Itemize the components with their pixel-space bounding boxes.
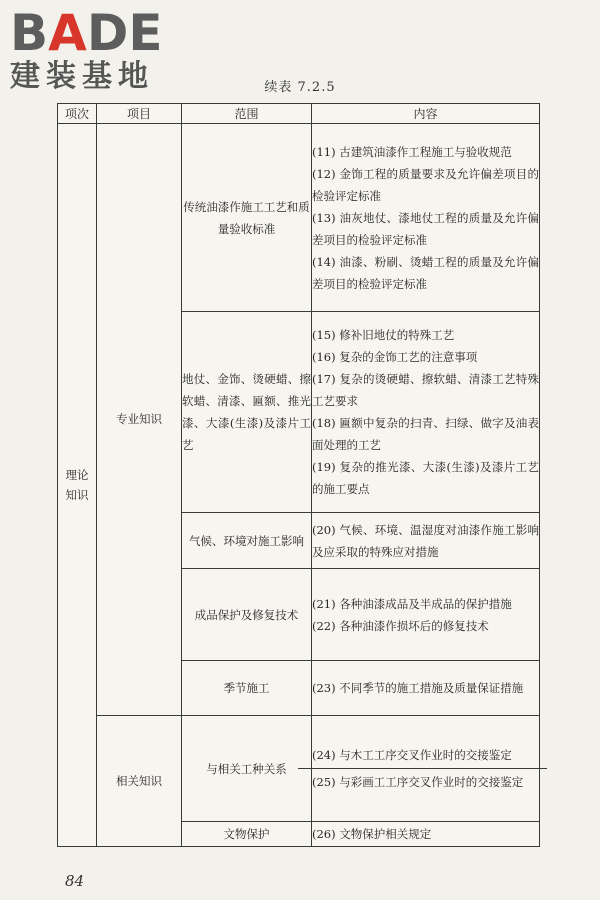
content-item: (25) 与彩画工工序交叉作业时的交接鉴定 <box>298 768 547 793</box>
content-cell <box>312 312 540 513</box>
knowledge-table <box>57 103 540 847</box>
scope-cell <box>182 569 312 661</box>
content-item: (18) 匾额中复杂的扫青、扫绿、做字及油表面处理的工艺 <box>312 416 539 452</box>
scope-text: 文物保护 <box>223 827 270 841</box>
content-item: (26) 文物保护相关规定 <box>312 827 432 841</box>
scope-cell <box>182 124 312 312</box>
scope-text: 传统油漆作施工工艺和质量验收标准 <box>183 199 310 236</box>
content-item: (20) 气候、环境、温湿度对油漆作施工影响及应采取的特殊应对措施 <box>312 522 539 559</box>
content-cell <box>312 661 540 716</box>
page-number: 84 <box>65 872 85 890</box>
scope-cell <box>182 716 312 822</box>
logo-subtitle: 建装基地 <box>10 59 154 94</box>
scope-cell <box>182 312 312 513</box>
content-item: (12) 金饰工程的质量要求及允许偏差项目的检验评定标准 <box>312 166 539 203</box>
group-label: 相关知识 <box>116 773 162 788</box>
scope-cell <box>182 661 312 716</box>
logo-wordmark: BADE <box>10 4 163 62</box>
scope-cell <box>182 822 312 847</box>
table-caption: 续表 7.2.5 <box>264 80 336 95</box>
content-cell <box>312 716 540 822</box>
category-cell <box>58 124 97 847</box>
header-scope: 范围 <box>182 104 312 124</box>
table-row <box>58 124 540 312</box>
header-content: 内容 <box>312 104 540 124</box>
content-item: (14) 油漆、粉刷、烫蜡工程的质量及允许偏差项目的检验评定标准 <box>312 254 539 291</box>
content-cell <box>312 569 540 661</box>
content-cell <box>312 513 540 569</box>
content-item: (24) 与木工工序交叉作业时的交接鉴定 <box>312 748 512 762</box>
scope-text: 气候、环境对施工影响 <box>189 533 304 548</box>
content-item: (21) 各种油漆成品及半成品的保护措施 <box>312 596 512 611</box>
content-cell <box>312 822 540 847</box>
content-item: (22) 各种油漆作损坏后的修复技术 <box>312 618 489 633</box>
scope-text: 地仗、金饰、烫硬蜡、擦软蜡、清漆、匾额、推光漆、大漆(生漆)及漆片工艺 <box>182 372 311 452</box>
group-cell-professional <box>97 124 182 716</box>
header-item: 项目 <box>97 104 182 124</box>
content-cell <box>312 124 540 312</box>
content-item: (19) 复杂的推光漆、大漆(生漆)及漆片工艺的施工要点 <box>312 460 539 496</box>
content-item: (13) 油灰地仗、漆地仗工程的质量及允许偏差项目的检验评定标准 <box>312 210 539 247</box>
group-label: 专业知识 <box>116 412 162 426</box>
scope-text: 季节施工 <box>223 681 270 695</box>
content-item: (11) 古建筑油漆作工程施工与验收规范 <box>312 144 512 159</box>
table-header-row <box>58 104 540 124</box>
content-item: (15) 修补旧地仗的特殊工艺 <box>312 328 455 342</box>
content-item: (17) 复杂的烫硬蜡、擦软蜡、清漆工艺特殊工艺要求 <box>312 372 539 408</box>
table-row <box>58 716 540 822</box>
group-cell-related <box>97 716 182 847</box>
category-label: 理论知识 <box>65 468 89 502</box>
content-item: (16) 复杂的金饰工艺的注意事项 <box>312 350 478 364</box>
logo-accent-letter: A <box>48 4 87 62</box>
scope-cell <box>182 513 312 569</box>
content-item: (23) 不同季节的施工措施及质量保证措施 <box>312 681 524 695</box>
scope-text: 成品保护及修复技术 <box>194 607 299 622</box>
header-index: 项次 <box>58 104 97 124</box>
scope-text: 与相关工种关系 <box>206 761 287 776</box>
